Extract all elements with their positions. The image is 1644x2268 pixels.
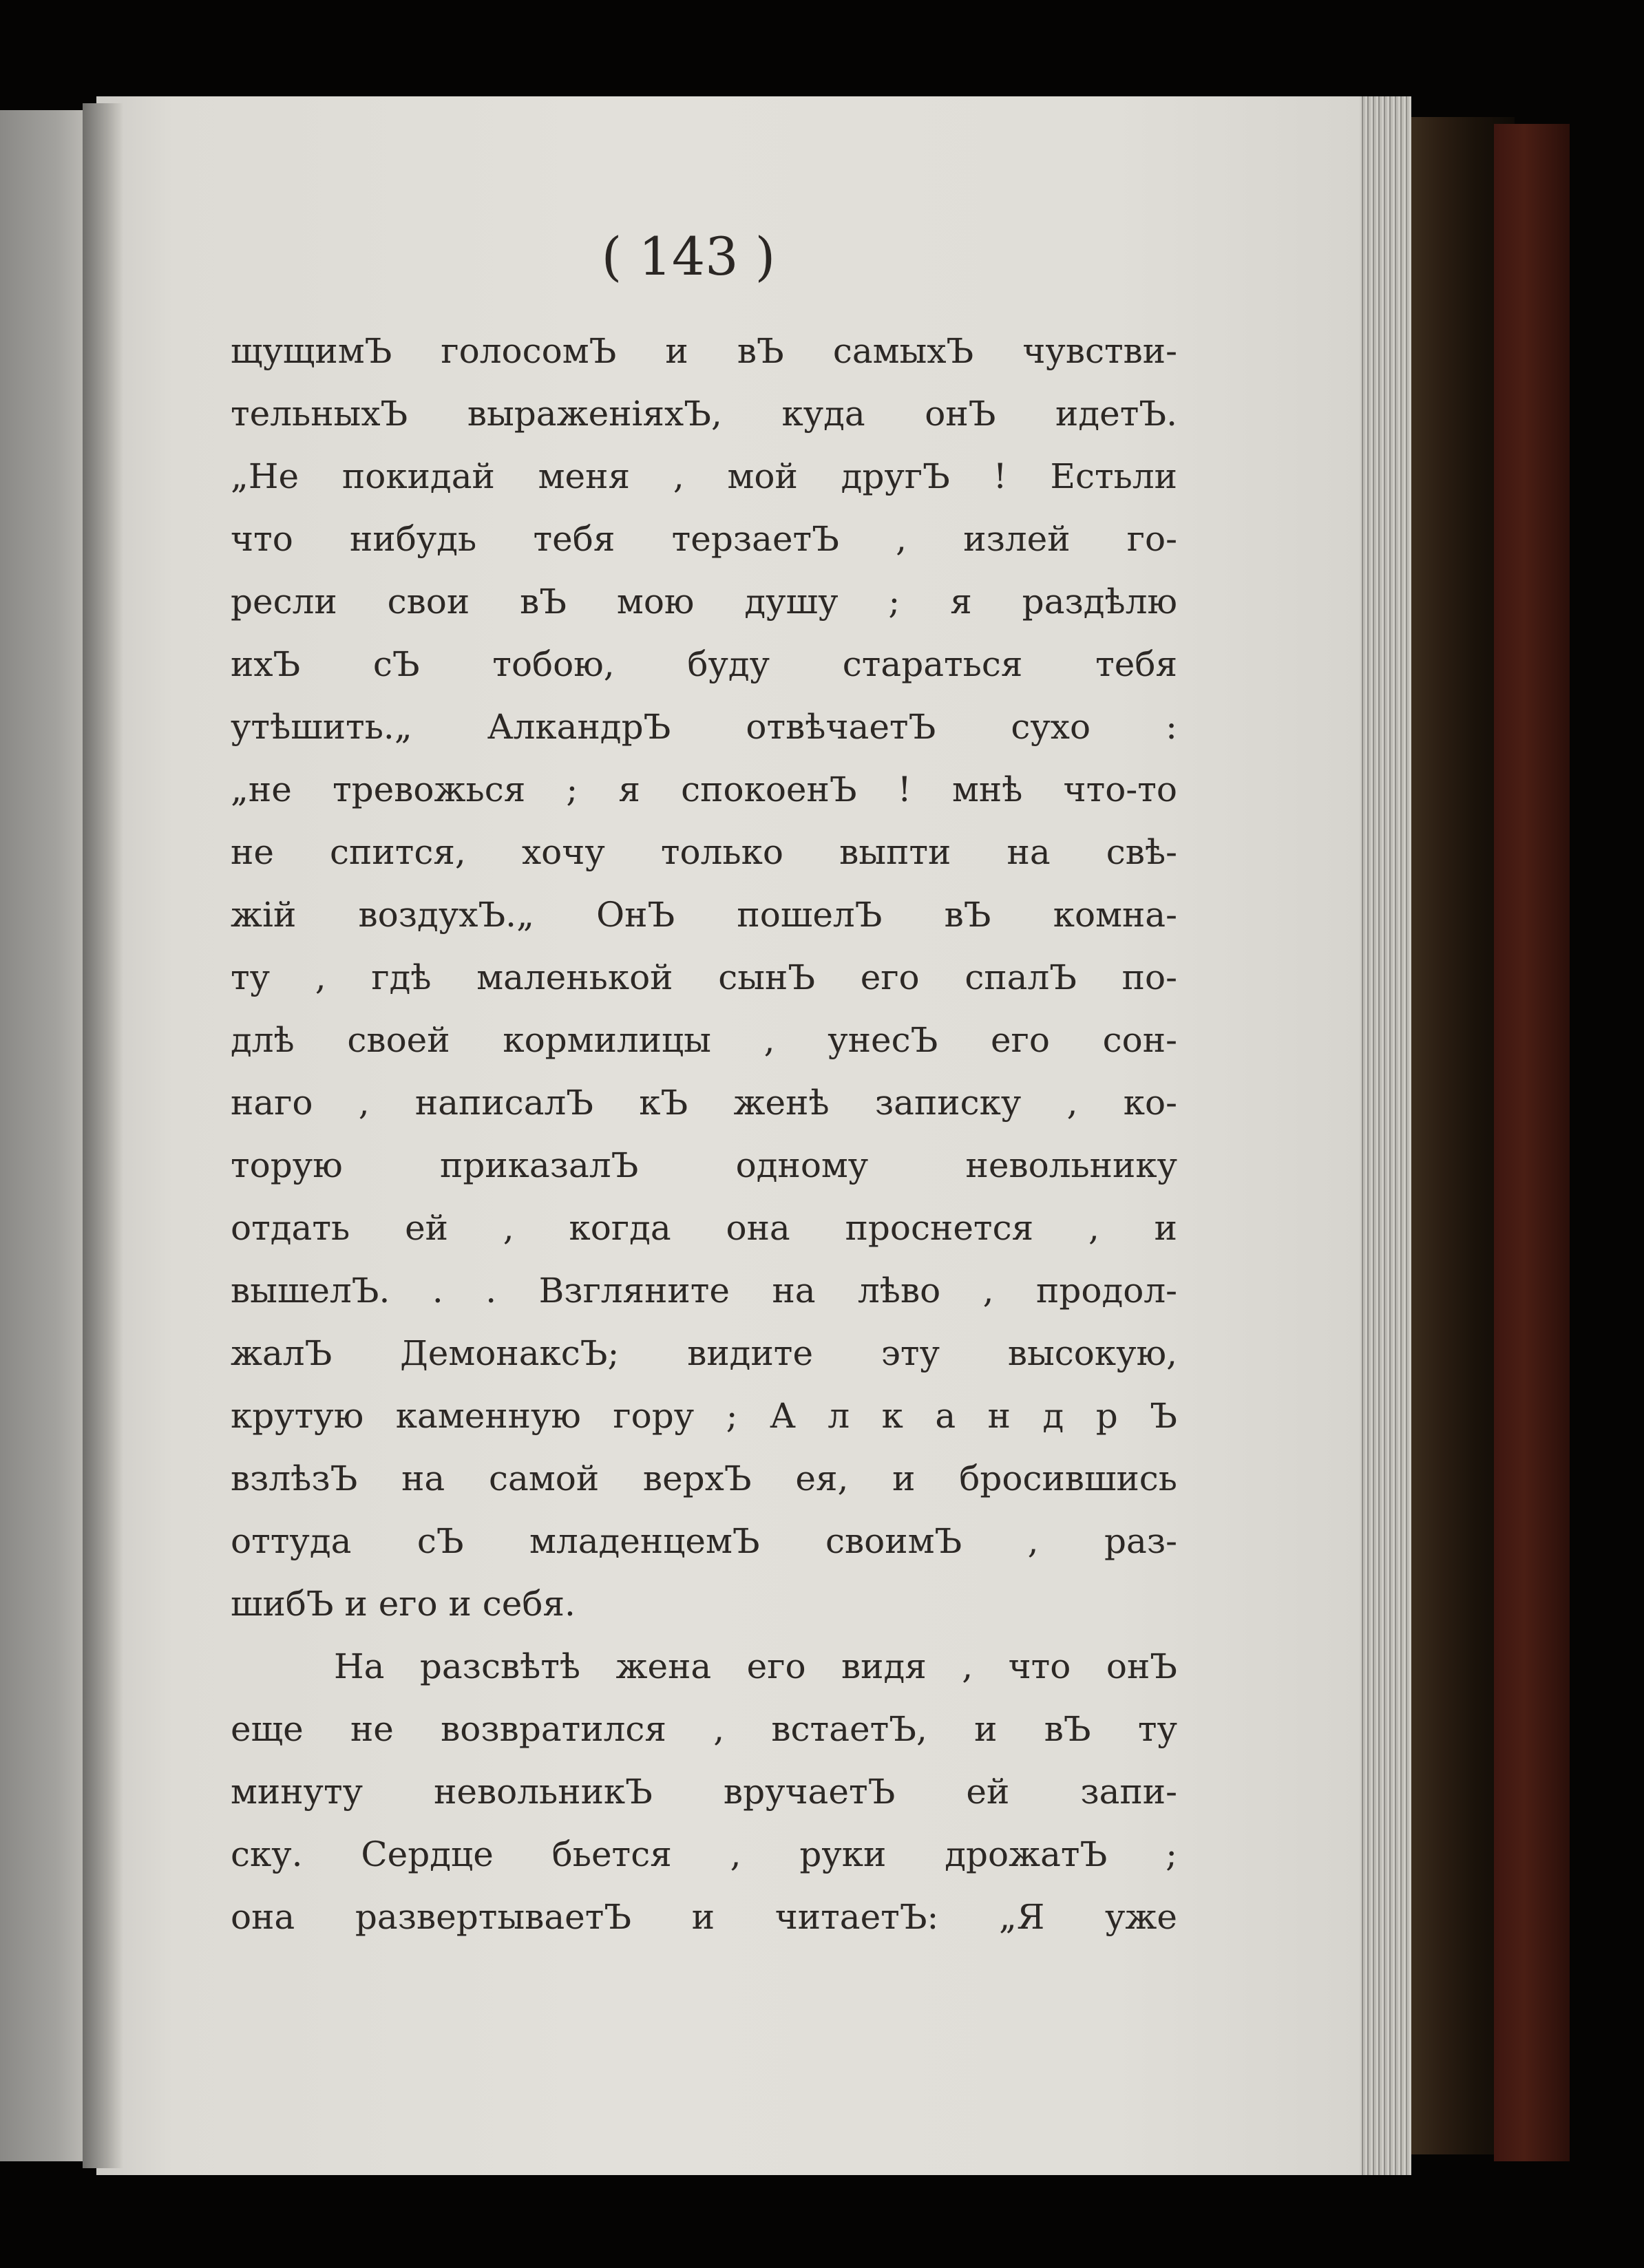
text-line: ску. Сердце бьется , руки дрожатЪ ; bbox=[231, 1834, 1177, 1874]
paragraph-first-line: На разсвѣтѣ жена его видя , что онЪ bbox=[334, 1646, 1177, 1686]
text-line: что нибудь тебя терзаетЪ , излей го- bbox=[231, 519, 1177, 559]
text-line: отдать ей , когда она проснется , и bbox=[231, 1208, 1177, 1248]
text-line: не спится, хочу только выпти на свѣ- bbox=[231, 832, 1177, 872]
text-line: минуту невольникЪ вручаетЪ ей запи- bbox=[231, 1772, 1177, 1812]
text-line: взлѣзЪ на самой верхЪ ея, и бросившись bbox=[231, 1459, 1177, 1498]
text-line: торую приказалЪ одному невольнику bbox=[231, 1145, 1177, 1185]
text-line: „Не покидай меня , мой другЪ ! Естьли bbox=[231, 456, 1177, 496]
text-line: она развертываетЪ и читаетЪ: „Я уже bbox=[231, 1897, 1177, 1937]
text-line: тельныхЪ выраженіяхЪ, куда онЪ идетЪ. bbox=[231, 394, 1177, 434]
text-line: ихЪ сЪ тобою, буду стараться тебя bbox=[231, 644, 1177, 684]
book-gutter bbox=[83, 103, 124, 2168]
text-line: шибЪ и его и себя. bbox=[231, 1584, 576, 1624]
text-line: еще не возвратился , встаетЪ, и вЪ ту bbox=[231, 1709, 1177, 1749]
text-line: жалЪ ДемонаксЪ; видите эту высокую, bbox=[231, 1333, 1177, 1373]
book-cover-edge bbox=[1494, 124, 1570, 2161]
text-line: „не тревожься ; я спокоенЪ ! мнѣ что-то bbox=[231, 770, 1177, 809]
text-line: наго , написалЪ кЪ женѣ записку , ко- bbox=[231, 1083, 1177, 1123]
text-line: утѣшить.„ АлкандрЪ отвѣчаетЪ сухо : bbox=[231, 707, 1177, 747]
text-line: щущимЪ голосомЪ и вЪ самыхЪ чувстви- bbox=[231, 331, 1177, 371]
text-line: вышелЪ. . . Взгляните на лѣво , продол- bbox=[231, 1271, 1177, 1311]
page-text bbox=[231, 320, 1177, 1949]
text-line: ту , гдѣ маленькой сынЪ его спалЪ по- bbox=[231, 957, 1177, 997]
text-line: длѣ своей кормилицы , унесЪ его сон- bbox=[231, 1020, 1177, 1060]
text-line: ресли свои вЪ мою душу ; я раздѣлю bbox=[231, 582, 1177, 622]
text-line: крутую каменную гору ; А л к а н д р Ъ bbox=[231, 1396, 1177, 1436]
text-line: жій воздухЪ.„ ОнЪ пошелЪ вЪ комна- bbox=[231, 895, 1177, 935]
text-line: оттуда сЪ младенцемЪ своимЪ , раз- bbox=[231, 1521, 1177, 1561]
page-number: ( 143 ) bbox=[601, 226, 776, 287]
page-stack-edge bbox=[1360, 96, 1411, 2175]
